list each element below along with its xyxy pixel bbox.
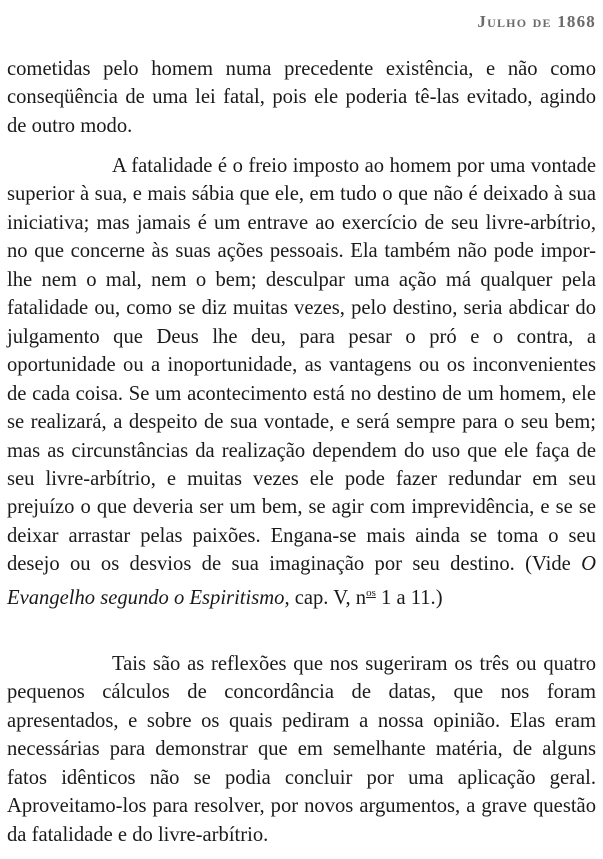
- running-header: Julho de 1868: [477, 12, 596, 31]
- reference-range: 1 a 11.): [375, 586, 443, 609]
- paragraph-fatality: [7, 152, 596, 612]
- paragraph-text: Tais são as reflexões que nos sugeriram os três ou quatro pequenos cálculos de concordância de datas, que nos foram apresentados, e sobre os quais pediram a nossa opinião. Elas eram necessárias para demonstrar que em semelhante matéria, de alguns fatos idênticos não se podia concluir por uma aplicação geral. Aproveitamo-los para resolver, por novos argumentos, a grave questão da fatalidade e do livre-arbítrio.: [7, 653, 596, 846]
- paragraph-continuation: [7, 55, 596, 140]
- paragraph-body: A fatalidade é o freio imposto ao homem por uma vontade superior à sua, e mais sábia que ele, em tudo o que não é deixado à sua iniciativa; mas jamais é um entrave ao exercício de seu livre-arbítrio, no que concerne às suas ações pessoais. Ela também não pode impor-lhe nem o mal, nem o bem; desculpar uma ação má qualquer pela fatalidade ou, como se diz muitas vezes, pelo destino, seria abdicar do julgamento que Deus lhe deu, para pesar o pró e o contra, a oportunidade ou a inoportunidade, as vantagens ou os inconvenientes de cada coisa. Se um acontecimento está no destino de um homem, ele se realizará, a despeito de sua vontade, e será sempre para o seu bem; mas as circunstâncias da realização dependem do uso que ele faça de seu livre-arbítrio, e muitas vezes ele pode fazer redundar em seu prejuízo o que deveria ser um bem, se agir com imprevidência, e se se deixar arrastar pelas paixões. Engana-se mais ainda se toma o seu desejo ou os desvios de sua imaginação por seu destino. (Vide: [7, 155, 596, 576]
- chapter-reference: , cap. V, n: [284, 586, 367, 609]
- paragraph-text: [7, 152, 596, 612]
- paragraph-reflections: [7, 650, 596, 849]
- book-title: O Evangelho segundo o Espiritismo: [7, 553, 596, 609]
- paragraph-text: cometidas pelo homem numa precedente existência, e não como conseqüência de uma lei fatal, pois ele poderia tê-las evitado, agindo de outro modo.: [7, 58, 596, 137]
- ordinal-superscript: os: [366, 586, 376, 599]
